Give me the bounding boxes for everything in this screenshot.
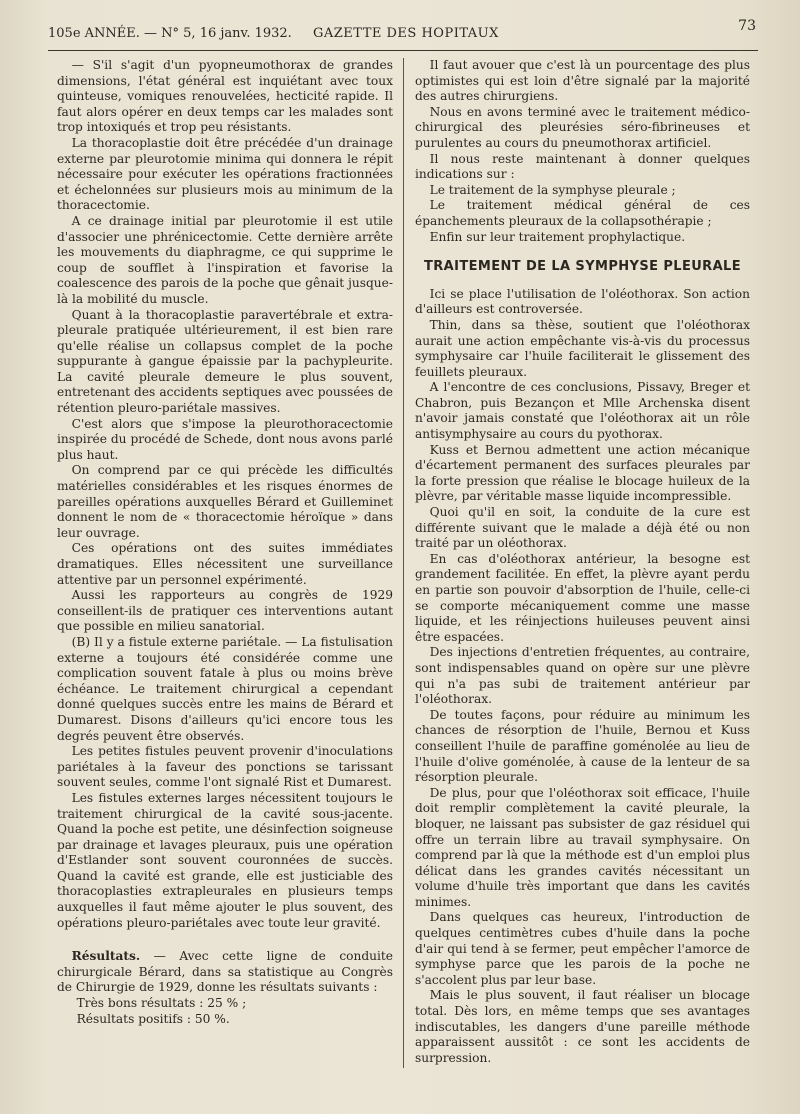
paragraph: Les fistules externes larges nécessitent toujours le traitement chirurgical de la cavité sous-jacente. Quand la poche est petite, une désinfection soigneuse par drainage et lavages pleuraux, puis une opération d'Estlander sont souvent couronnées de succès. Quand la cavité est grande, elle est justiciable des thoracoplasties extrapleurales en plusieurs temps auxquelles il faut même ajouter le plus souvent, des opérations pleuro-pariétales avec toute leur gravité.: [57, 790, 393, 930]
paragraph: De toutes façons, pour réduire au minimum les chances de résorption de l'huile, Bernou et Kuss conseillent l'huile de paraffine goménolée au lieu de l'huile d'olive goménolée, à cause de la lenteur de sa résorption pleurale.: [415, 707, 750, 785]
stat-line: Très bons résultats : 25 % ;: [76, 996, 247, 1011]
paragraph: Ces opérations ont des suites immédiates dramatiques. Elles nécessitent une surveillance attentive par un personnel expérimenté.: [57, 541, 393, 587]
paragraph: — S'il s'agit d'un pyopneumothorax de grandes dimensions, l'état général est inquiétant avec toux quinteuse, vomiques renouvelées, hecticité rapide. Il faut alors opérer en deux temps car les malades sont trop intoxiqués et trop peu résistants.: [57, 58, 393, 135]
section-title: TRAITEMENT DE LA SYMPHYSE PLEURALE: [423, 259, 742, 275]
column-divider: [403, 58, 404, 1068]
stat-line: Résultats positifs : 50 %.: [76, 1011, 230, 1026]
paragraph: Enfin sur leur traitement prophylactique.: [429, 229, 686, 244]
paragraph: Le traitement de la symphyse pleurale ;: [429, 182, 676, 197]
paragraph: Les petites fistules peuvent provenir d'inoculations pariétales à la faveur des ponctions se tarissant souvent seules, comme l'ont signalé Rist et Dumarest.: [57, 744, 393, 790]
results-label: Résultats.: [71, 949, 141, 964]
paragraph: Quoi qu'il en soit, la conduite de la cure est différente suivant que le malade a déjà été ou non traité par un oléothorax.: [415, 505, 750, 551]
paragraph: Dans quelques cas heureux, l'introduction de quelques centimètres cubes d'huile dans la poche d'air qui tend à se fermer, peut empêcher l'amorce de symphyse parce que les parois de la poche ne s'accolent plus par leur base.: [415, 910, 750, 987]
paragraph: Aussi les rapporteurs au congrès de 1929 conseillent-ils de pratiquer ces interventions autant que possible en milieu sanatorial.: [57, 588, 393, 634]
paragraph: Mais le plus souvent, il faut réaliser un blocage total. Dès lors, en même temps que ses avantages indiscutables, les dangers d'une pareille méthode apparaissent aussitôt : ce sont les accidents de surpression.: [415, 988, 750, 1065]
right-column: [415, 58, 750, 1066]
journal-title: GAZETTE DES HOPITAUX: [313, 26, 499, 41]
paragraph: (B) Il y a fistule externe pariétale. — La fistulisation externe a toujours été considérée comme une complication souvent fatale à plus ou moins brève échéance. Le traitement chirurgical a cependant donné quelques succès entre les mains de Bérard et Dumarest. Disons d'ailleurs qu'ici encore tous les degrés peuvent être observés.: [57, 634, 393, 743]
paragraph: Thin, dans sa thèse, soutient que l'oléothorax aurait une action empêchante vis-à-vis du processus symphysaire car l'huile faciliterait le glissement des feuillets pleuraux.: [415, 317, 750, 379]
paragraph: C'est alors que s'impose la pleurothoracectomie inspirée du procédé de Schede, dont nous avons parlé plus haut.: [57, 416, 393, 462]
paragraph: Le traitement médical général de ces épanchements pleuraux de la collapsothérapie ;: [415, 198, 750, 228]
paragraph: A l'encontre de ces conclusions, Pissavy, Breger et Chabron, puis Bezançon et Mlle Archenska disent n'avoir jamais constaté que l'oléothorax ait un rôle antisymphysaire au cours du pyothorax.: [415, 380, 750, 442]
paragraph: Il nous reste maintenant à donner quelques indications sur :: [415, 151, 750, 182]
paragraph: De plus, pour que l'oléothorax soit efficace, l'huile doit remplir complètement la cavité pleurale, la bloquer, ne laissant pas subsister de gaz résiduel qui offre un terrain libre au travail symphysaire. On comprend par là que la méthode est d'un emploi plus délicat dans les grandes cavités nécessitant un volume d'huile très important que dans les cavités minimes.: [415, 785, 750, 909]
paragraph: Ici se place l'utilisation de l'oléothorax. Son action d'ailleurs est controversée.: [415, 286, 750, 317]
results-text: — Avec cette ligne de conduite chirurgicale Bérard, dans sa statistique au Congrès de Chirurgie de 1929, donne les résultats suivants :: [57, 949, 393, 995]
results-block: [57, 949, 393, 1027]
paragraph: Nous en avons terminé avec le traitement médico-chirurgical des pleurésies séro-fibrineuses et purulentes au cours du pneumothorax artificiel.: [415, 104, 750, 150]
header-rule: [48, 50, 758, 51]
paragraph: La thoracoplastie doit être précédée d'un drainage externe par pleurotomie minima qui donnera le répit nécessaire pour exécuter les opérations fractionnées et échelonnées sur plusieurs mois au minimum de la thoracectomie.: [57, 135, 393, 213]
paragraph: On comprend par ce qui précède les difficultés matérielles considérables et les risques énormes de pareilles opérations auxquelles Bérard et Guilleminet donnent le nom de « thoracectomie héroïque » dans leur ouvrage.: [57, 463, 393, 540]
paragraph: Il faut avouer que c'est là un pourcentage des plus optimistes qui est loin d'être signalé par la majorité des autres chirurgiens.: [415, 58, 750, 104]
paragraph: En cas d'oléothorax antérieur, la besogne est grandement facilitée. En effet, la plèvre ayant perdu en partie son pouvoir d'absorption de l'huile, celle-ci se comporte mécaniquement comme une masse liquide, et les réinjections huileuses peuvent ainsi être espacées.: [415, 551, 750, 644]
paragraph: Kuss et Bernou admettent une action mécanique d'écartement permanent des surfaces pleurales par la forte pression que réalise le blocage huileux de la plèvre, par véritable masse liquide incompressible.: [415, 442, 750, 504]
left-column: [57, 58, 393, 1027]
paragraph: A ce drainage initial par pleurotomie il est utile d'associer une phrénicectomie. Cette dernière arrête les mouvements du diaphragme, ce qui supprime le coup de soufflet à l'inspiration et favorise la coalescence des parois de la poche que gênait jusque-là la mobilité du muscle.: [57, 213, 393, 306]
running-header: [48, 18, 758, 52]
paragraph: Quant à la thoracoplastie paravertébrale et extra-pleurale pratiquée ultérieurement, il est bien rare qu'elle réalise un collapsus complet de la poche suppurante à gangue épaissie par la pachypleurite. La cavité pleurale demeure le plus souvent, entretenant des accidents septiques avec poussées de rétention pleuro-pariétale massives.: [57, 307, 393, 416]
results-paragraph: [57, 949, 393, 996]
paragraph: Des injections d'entretien fréquentes, au contraire, sont indispensables quand on opère sur une plèvre qui n'a pas subi de traitement antérieur par l'oléothorax.: [415, 645, 750, 707]
issue-info: 105e ANNÉE. — N° 5, 16 janv. 1932.: [48, 26, 292, 41]
page-number: 73: [738, 18, 756, 34]
